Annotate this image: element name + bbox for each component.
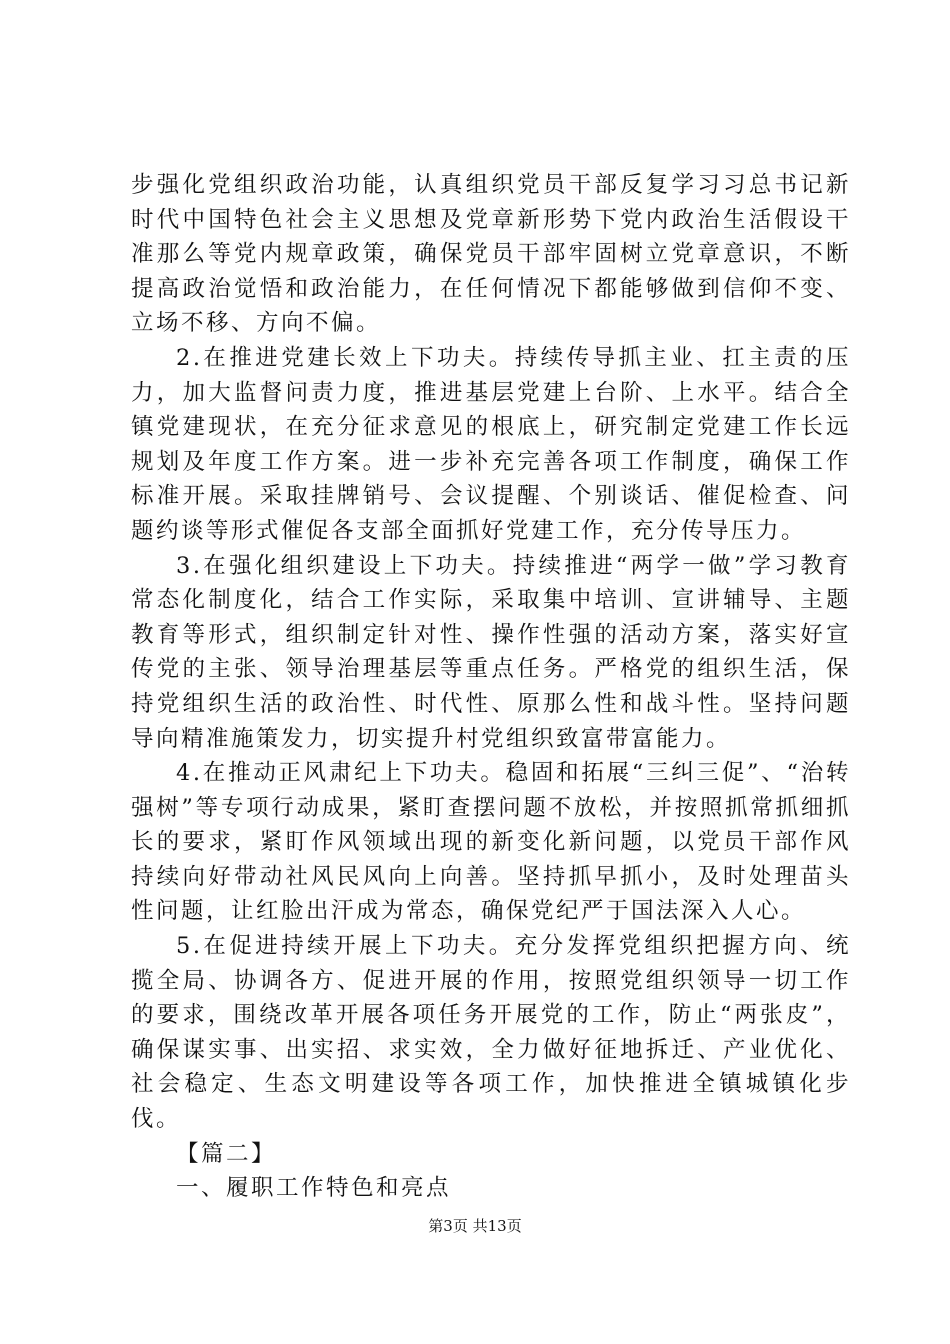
page-number-footer: 第3页 共13页 bbox=[428, 1217, 522, 1235]
paragraph-item-3: 3.在强化组织建设上下功夫。持续推进“两学一做”学习教育常态化制度化，结合工作实际，采取集中培训、宣讲辅导、主题教育等形式，组织制定针对性、操作性强的活动方案，落实好宣传党的主张、领导治理基层等重点任务。严格党的组织生活，保持党组织生活的政治性、时代性、原那么性和战斗性。坚持问题导向精准施策发力，切实提升村党组织致富带富能力。 bbox=[131, 552, 851, 752]
body-text-upper bbox=[131, 168, 851, 756]
subsection-heading: 一、履职工作特色和亮点 bbox=[176, 1175, 452, 1202]
paragraph-item-5: 5.在促进持续开展上下功夫。充分发挥党组织把握方向、统揽全局、协调各方、促进开展的作用，按照党组织领导一切工作的要求，围绕改革开展各项任务开展党的工作，防止“两张皮”，确保谋实事、出实招、求实效，全力做好征地拆迁、产业优化、社会稳定、生态文明建设等各项工作，加快推进全镇城镇化步伐。 bbox=[131, 932, 851, 1132]
paragraph-item-2: 2.在推进党建长效上下功夫。持续传导抓主业、扛主责的压力，加大监督问责力度，推进基层党建上台阶、上水平。结合全镇党建现状，在充分征求意见的根底上，研究制定党建工作长远规划及年度工作方案。进一步补充完善各项工作制度，确保工作标准开展。采取挂牌销号、会议提醒、个别谈话、催促检查、问题约谈等形式催促各支部全面抓好党建工作，充分传导压力。 bbox=[131, 344, 851, 544]
paragraph-continuation: 步强化党组织政治功能，认真组织党员干部反复学习习总书记新时代中国特色社会主义思想及党章新形势下党内政治生活假设干准那么等党内规章政策，确保党员干部牢固树立党章意识，不断提高政治觉悟和政治能力，在任何情况下都能够做到信仰不变、立场不移、方向不偏。 bbox=[131, 172, 851, 337]
paragraph-item-4: 4.在推动正风肃纪上下功夫。稳固和拓展“三纠三促”、“治转强树”等专项行动成果，紧盯查摆问题不放松，并按照抓常抓细抓长的要求，紧盯作风领域出现的新变化新问题，以党员干部作风持续向好带动社风民风向上向善。坚持抓早抓小，及时处理苗头性问题，让红脸出汗成为常态，确保党纪严于国法深入人心。 bbox=[131, 760, 851, 925]
section-heading: 【篇二】 bbox=[176, 1140, 277, 1167]
body-text-lower bbox=[131, 756, 851, 1206]
